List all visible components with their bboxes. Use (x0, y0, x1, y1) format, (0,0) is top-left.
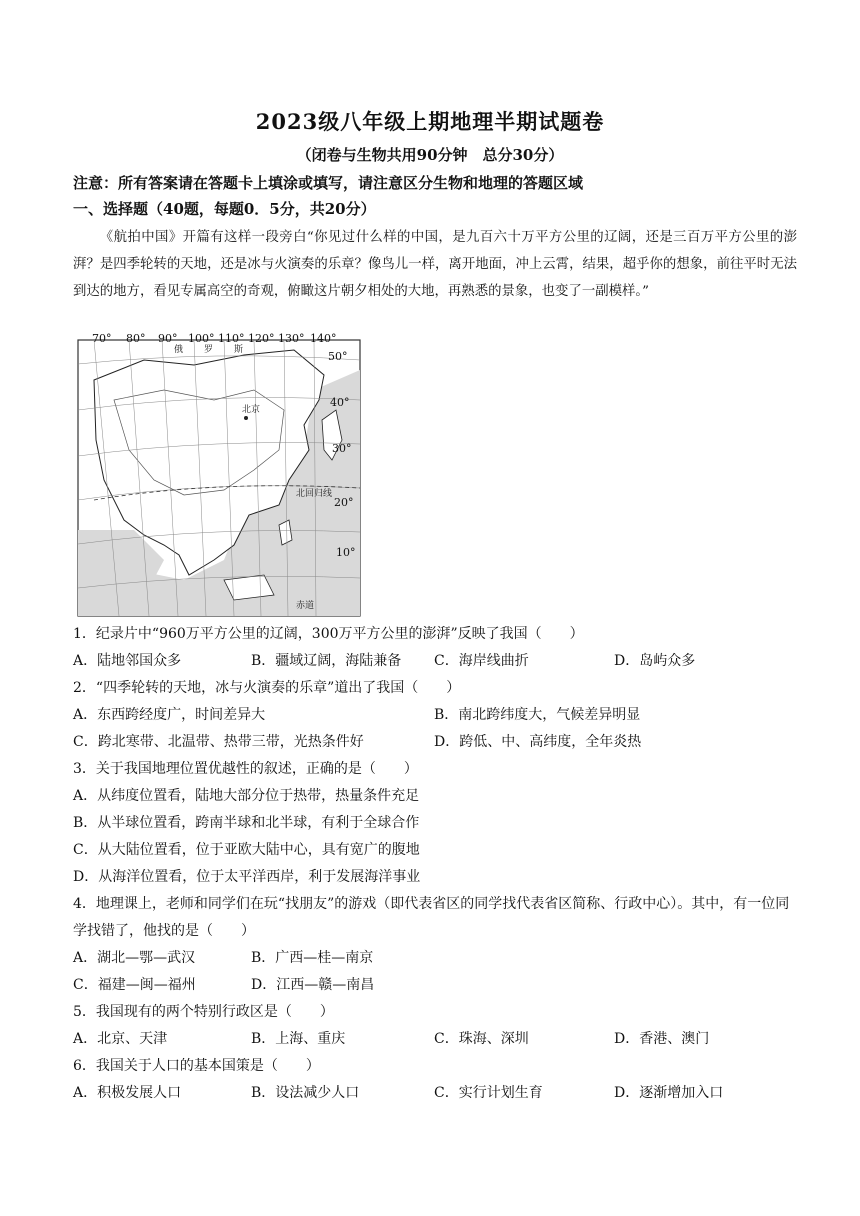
china-map-figure (74, 330, 364, 618)
q2-option-d[interactable]: D．跨低、中、高纬度，全年炎热 (434, 734, 642, 750)
beijing-dot (244, 416, 248, 420)
q2-option-c[interactable]: C．跨北寒带、北温带、热带三带，光热条件好 (73, 734, 364, 750)
q1-option-a[interactable]: A．陆地邻国众多 (73, 653, 182, 669)
map-svg (74, 330, 364, 618)
q1-option-d[interactable]: D．岛屿众多 (614, 653, 696, 669)
question-2-stem: 2．“四季轮转的天地，冰与火演奏的乐章”道出了我国（ ） (73, 680, 461, 696)
q5-option-c[interactable]: C．珠海、深圳 (434, 1031, 529, 1047)
lat-label-20: 20° (334, 496, 354, 509)
q3-option-b[interactable]: B．从半球位置看，跨南半球和北半球，有利于全球合作 (73, 815, 420, 831)
map-label-equator: 赤道 (296, 601, 315, 611)
q3-option-a[interactable]: A．从纬度位置看，陆地大部分位于热带，热量条件充足 (73, 788, 420, 804)
notice-text: 注意：所有答案请在答题卡上填涂或填写，请注意区分生物和地理的答题区域 (73, 174, 584, 192)
question-5-stem: 5．我国现有的两个特别行政区是（ ） (73, 1004, 334, 1020)
lon-label-110: 110° (218, 332, 245, 345)
q1-option-c[interactable]: C．海岸线曲折 (434, 653, 529, 669)
map-label-e: 俄 (174, 345, 184, 355)
q4-option-d[interactable]: D．江西—赣—南昌 (251, 977, 375, 993)
q2-option-a[interactable]: A．东西跨经度广，时间差异大 (73, 707, 266, 723)
q4-option-c[interactable]: C．福建—闽—福州 (73, 977, 196, 993)
q4-option-a[interactable]: A．湖北—鄂—武汉 (73, 950, 196, 966)
page-title: 2023级八年级上期地理半期试题卷 (255, 109, 605, 134)
map-label-si: 斯 (234, 345, 244, 355)
map-label-tropic: 北回归线 (296, 489, 333, 499)
lon-label-100: 100° (188, 332, 215, 345)
lat-label-40: 40° (330, 396, 350, 409)
lat-label-50: 50° (328, 350, 348, 363)
lat-label-30: 30° (332, 442, 352, 455)
lon-label-70: 70° (92, 332, 112, 345)
lat-label-10: 10° (336, 546, 356, 559)
q6-option-b[interactable]: B．设法减少人口 (251, 1085, 360, 1101)
question-3-stem: 3．关于我国地理位置优越性的叙述，正确的是（ ） (73, 761, 418, 777)
lon-label-140: 140° (310, 332, 337, 345)
question-4-stem: 4．地理课上，老师和同学们在玩“找朋友”的游戏（即代表省区的同学找代表省区简称、行政中心）。其中，有一位同学找错了，他找的是（ ） (73, 896, 790, 939)
section-heading: 一、选择题（40题，每题0．5分，共20分） (73, 200, 376, 218)
intro-paragraph: 《航拍中国》开篇有这样一段旁白“你见过什么样的中国，是九百六十万平方公里的辽阔，还是三百万平方公里的澎湃？是四季轮转的天地，还是冰与火演奏的乐章？像鸟儿一样，离开地面，冲上云霄，结果，超乎你的想象，前往平时无法到达的地方，看见专属高空的奇观，俯瞰这片朝夕相处的大地，再熟悉的景象，也变了一副模样。” (73, 230, 797, 299)
q3-option-c[interactable]: C．从大陆位置看，位于亚欧大陆中心，具有宽广的腹地 (73, 842, 420, 858)
q6-option-d[interactable]: D．逐渐增加入口 (614, 1085, 724, 1101)
q5-option-b[interactable]: B．上海、重庆 (251, 1031, 346, 1047)
q2-option-b[interactable]: B．南北跨纬度大，气候差异明显 (434, 707, 641, 723)
q3-option-d[interactable]: D．从海洋位置看，位于太平洋西岸，利于发展海洋事业 (73, 869, 421, 885)
q6-option-c[interactable]: C．实行计划生育 (434, 1085, 543, 1101)
q5-option-d[interactable]: D．香港、澳门 (614, 1031, 710, 1047)
lon-label-90: 90° (158, 332, 178, 345)
lon-label-130: 130° (278, 332, 305, 345)
q6-option-a[interactable]: A．积极发展人口 (73, 1085, 182, 1101)
q4-option-b[interactable]: B．广西—桂—南京 (251, 950, 374, 966)
lon-label-120: 120° (248, 332, 275, 345)
exam-subtitle: （闭卷与生物共用90分钟 总分30分） (296, 146, 564, 164)
map-label-luo: 罗 (204, 345, 214, 355)
q5-option-a[interactable]: A．北京、天津 (73, 1031, 168, 1047)
q1-option-b[interactable]: B．疆域辽阔，海陆兼备 (251, 653, 402, 669)
lon-label-80: 80° (126, 332, 146, 345)
map-label-beijing: 北京 (242, 405, 261, 415)
question-6-stem: 6．我国关于人口的基本国策是（ ） (73, 1058, 320, 1074)
question-1-stem: 1．纪录片中“960万平方公里的辽阔，300万平方公里的澎湃”反映了我国（ ） (73, 626, 584, 642)
